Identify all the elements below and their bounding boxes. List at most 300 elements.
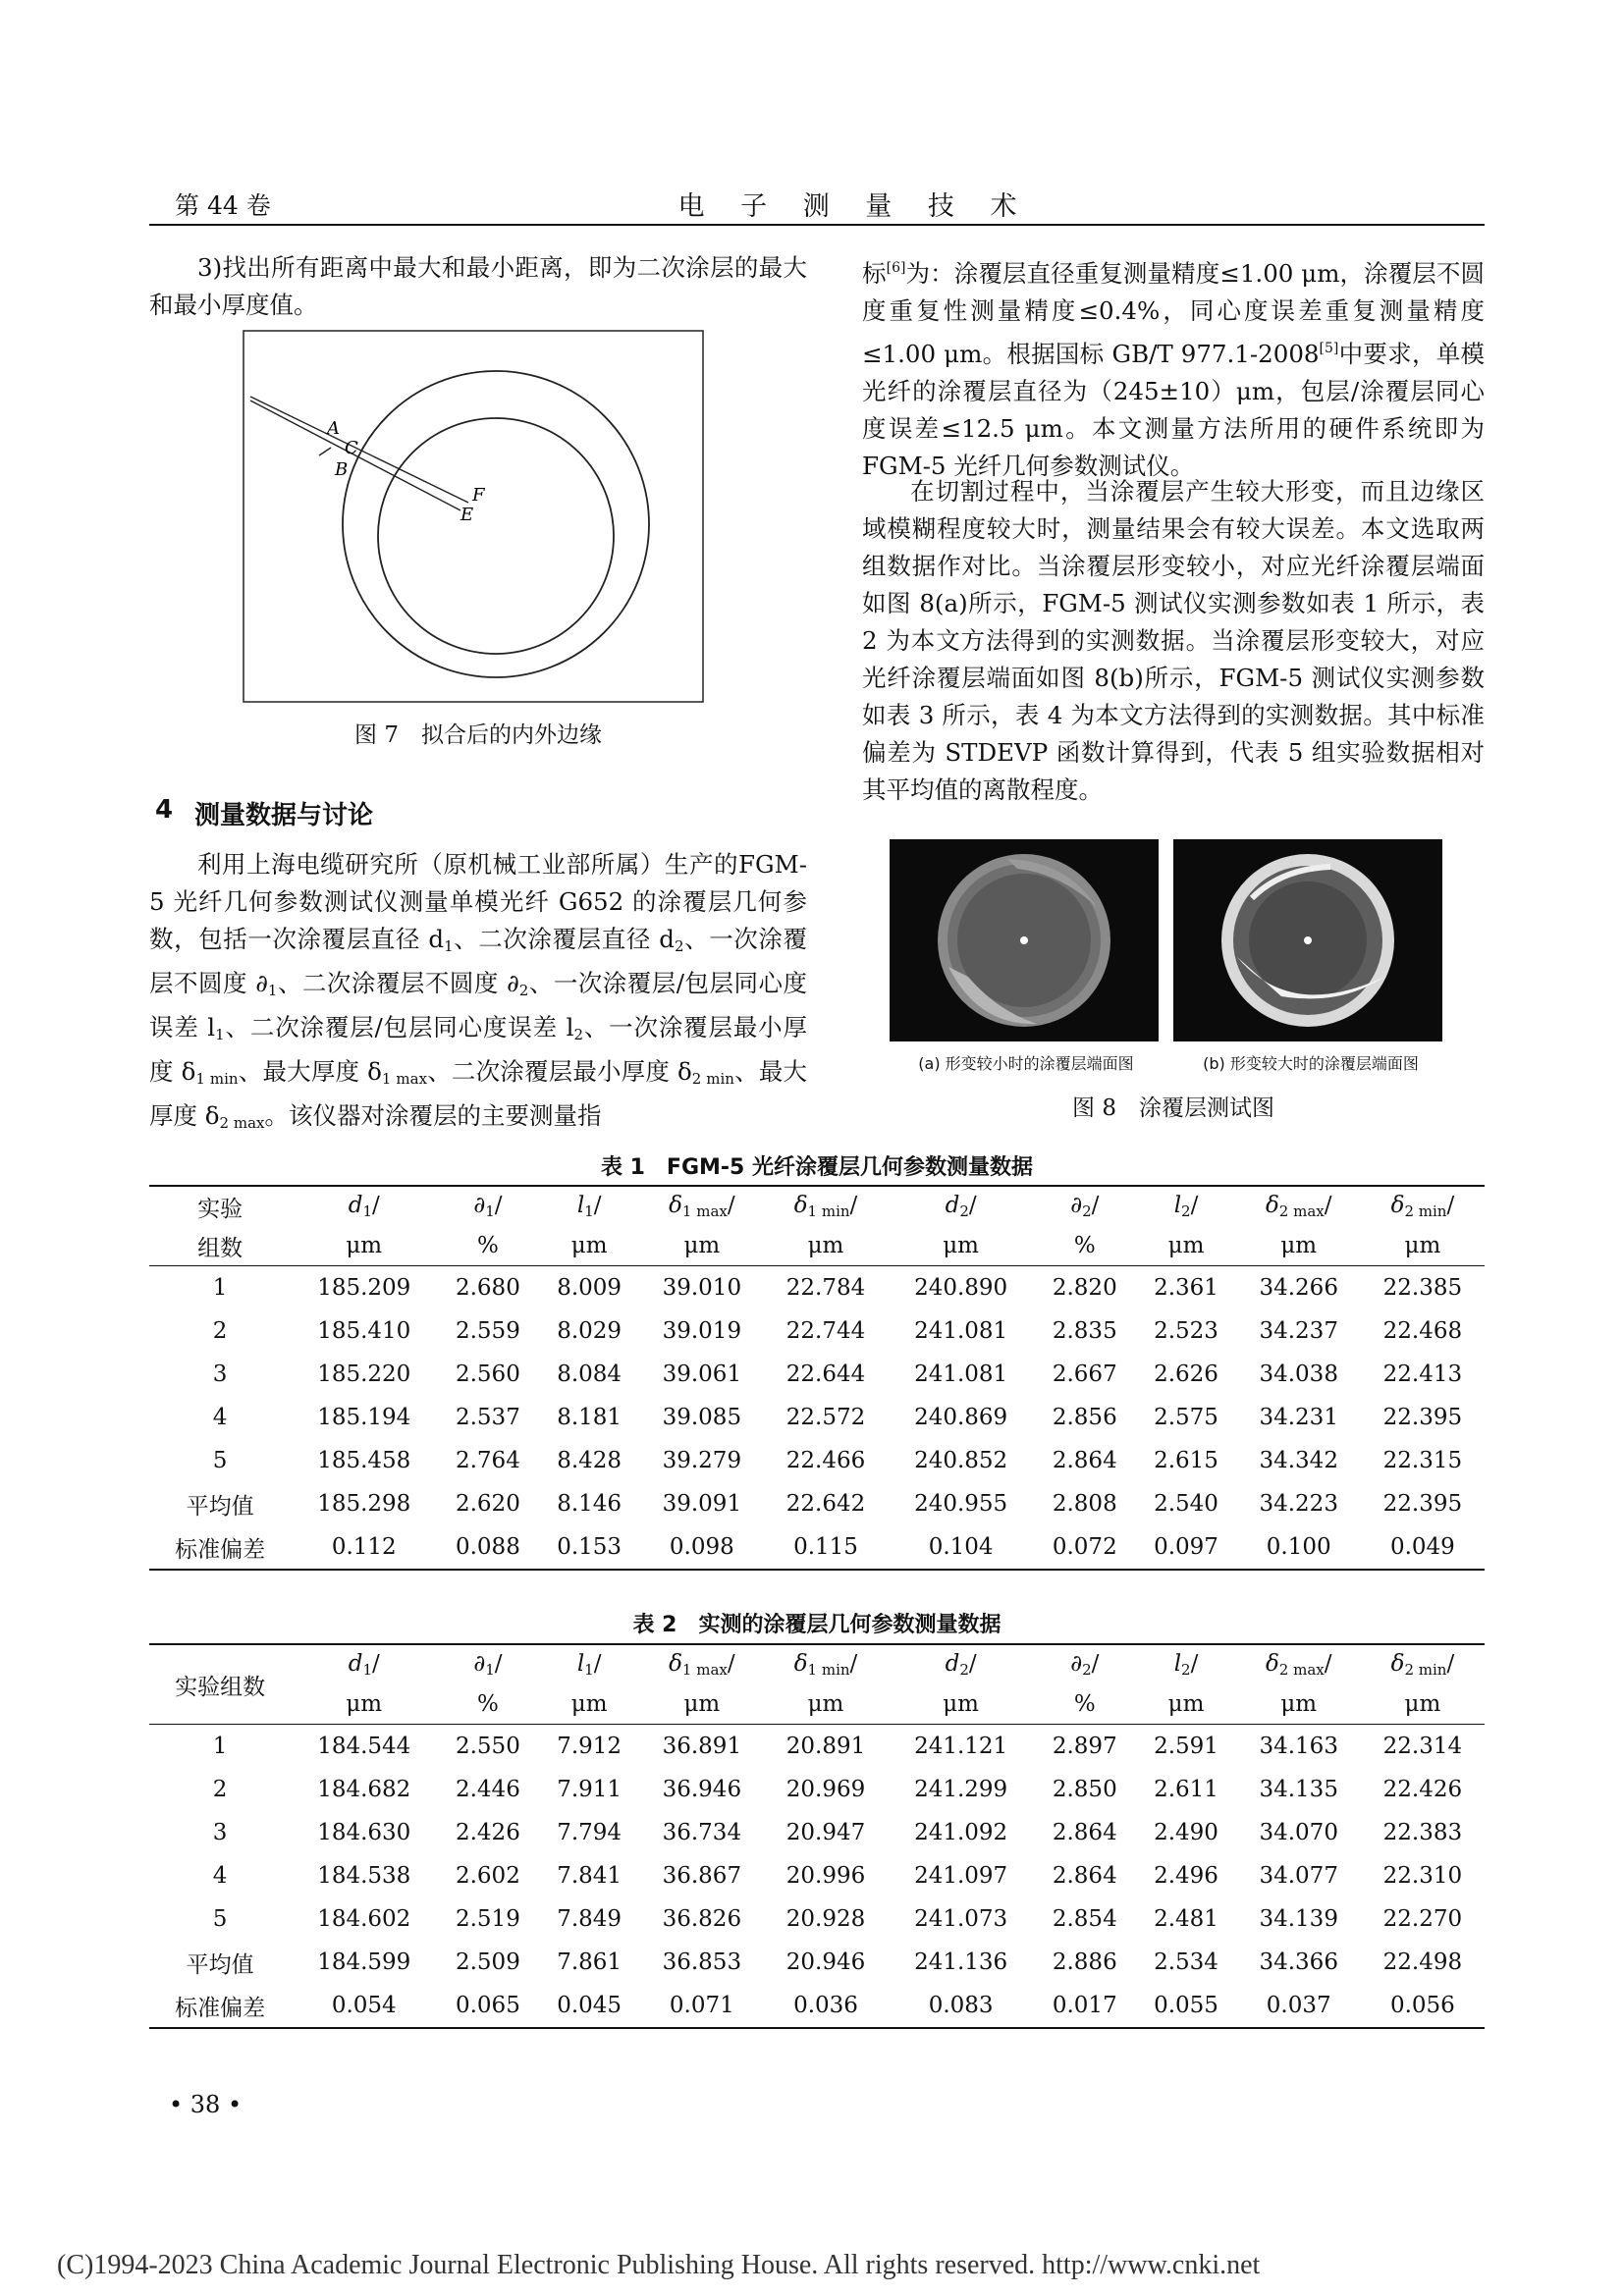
table-cell: 2.886	[1052, 1949, 1117, 1975]
table-cell: 241.136	[914, 1949, 1008, 1975]
table-cell: 2.560	[455, 1362, 520, 1387]
col-subscript: 1 min	[807, 1661, 850, 1679]
table-cell: 0.072	[1052, 1534, 1117, 1560]
col-symbol: l	[576, 1193, 585, 1218]
table-1-col-unit-5: μm	[807, 1233, 844, 1258]
col-slash: /	[1324, 1193, 1332, 1218]
table-cell: 240.890	[914, 1275, 1008, 1301]
table-cell: 22.644	[785, 1362, 866, 1387]
volume-label: 第 44 卷	[175, 191, 271, 220]
table-cell: 39.085	[662, 1405, 742, 1430]
table-cell: 0.088	[455, 1534, 520, 1560]
figure-8a-small-deformation	[890, 839, 1159, 1041]
row-label: 3	[212, 1820, 228, 1845]
figure-8b-caption: (b) 形变较大时的涂覆层端面图	[1203, 1054, 1419, 1073]
table-cell: 2.519	[455, 1906, 520, 1932]
table-cell: 2.540	[1154, 1491, 1218, 1517]
table-cell: 7.794	[557, 1820, 623, 1845]
table-cell: 34.038	[1259, 1362, 1338, 1387]
col-slash: /	[1190, 1193, 1199, 1218]
col-symbol: δ	[1390, 1651, 1405, 1677]
measurement-paragraph: 利用上海电缆研究所（原机械工业部所属）生产的FGM-5 光纤几何参数测试仪测量单模光纤 G652 的涂覆层几何参数，包括一次涂覆层直径 $d_1$、二次涂覆层直径 $d_2$、一次涂覆层不圆度 $\partial_1$、二次涂覆层不圆度 $\partial_2$、一次涂覆层/包层同心度误差 $l_1$、二次涂覆层/包层同心度误差 $l_2$、一次涂覆层最小厚度 $\delta_{1 min}$、最大厚度 $\delta_{1 max}$、二次涂覆层最小厚度 $\delta_{2 min}$、最大厚度 $\delta_{2 max}$。该仪器对涂覆层的主要测量指	[149, 850, 808, 1132]
journal-title: 电 子 测 量 技 术	[677, 191, 1031, 222]
table-2-col-header-10	[1361, 1644, 1485, 1684]
table-cell: 0.065	[455, 1993, 520, 2018]
table-cell: 240.869	[914, 1405, 1008, 1430]
table-cell: 184.682	[317, 1777, 411, 1802]
table-cell: 2.680	[455, 1275, 520, 1301]
table-row	[149, 1811, 1485, 1854]
table-1-col-unit-2: %	[476, 1233, 499, 1258]
col-subscript: 2	[959, 1661, 969, 1679]
table-cell: 34.070	[1259, 1820, 1338, 1845]
table-cell: 39.010	[662, 1275, 742, 1301]
col-symbol: d	[945, 1651, 960, 1677]
table-2-body	[149, 1725, 1485, 2029]
table-cell: 22.784	[785, 1275, 866, 1301]
table-1-col-header-3	[539, 1186, 640, 1226]
table-cell: 7.861	[557, 1949, 623, 1975]
table-1-col-unit-4: μm	[683, 1233, 721, 1258]
table-cell: 2.615	[1154, 1448, 1218, 1473]
table-2-col-header-1	[291, 1644, 437, 1684]
fig7-label-B: B	[335, 459, 349, 480]
table-cell: 8.009	[557, 1275, 623, 1301]
table-2-col-header-4	[640, 1644, 764, 1684]
table-cell: 0.104	[928, 1534, 994, 1560]
table-cell: 7.849	[557, 1906, 623, 1932]
table-cell: 0.097	[1154, 1534, 1218, 1560]
col-subscript: 1	[485, 1202, 495, 1220]
table-1-col-header-5	[764, 1186, 888, 1226]
col-slash: /	[372, 1651, 380, 1677]
figure-8a-caption: (a) 形变较小时的涂覆层端面图	[918, 1054, 1134, 1073]
col-symbol: l	[576, 1651, 585, 1677]
table-cell: 34.223	[1259, 1491, 1338, 1517]
table-cell: 36.853	[662, 1949, 742, 1975]
table-cell: 22.413	[1382, 1362, 1463, 1387]
table-cell: 0.083	[928, 1993, 994, 2018]
table-cell: 2.575	[1154, 1405, 1218, 1430]
row-label: 2	[212, 1318, 228, 1344]
col-slash: /	[1091, 1651, 1100, 1677]
table-cell: 241.121	[914, 1734, 1008, 1759]
table-cell: 2.620	[455, 1491, 520, 1517]
table-cell: 34.342	[1259, 1448, 1338, 1473]
table-cell: 2.559	[455, 1318, 520, 1344]
col-slash: /	[494, 1193, 503, 1218]
table-row	[149, 1266, 1485, 1310]
table-1-caption: 表 1 FGM-5 光纤涂覆层几何参数测量数据	[600, 1155, 1034, 1180]
col-symbol: δ	[669, 1193, 682, 1218]
table-1-col-unit-6: μm	[943, 1233, 979, 1258]
table-2-col-header-2	[437, 1644, 538, 1684]
table-cell: 20.928	[785, 1906, 866, 1932]
table-2-caption: 表 2 实测的涂覆层几何参数测量数据	[632, 1613, 1001, 1637]
table-2-header-row-units	[149, 1684, 1485, 1725]
table-2-header-row-symbols	[149, 1644, 1485, 1684]
table-cell: 22.395	[1382, 1405, 1463, 1430]
table-row	[149, 1482, 1485, 1525]
table-cell: 2.864	[1052, 1820, 1117, 1845]
table-cell: 184.630	[317, 1820, 411, 1845]
col-slash: /	[1190, 1651, 1199, 1677]
table-cell: 185.298	[317, 1491, 411, 1517]
table-cell: 8.181	[557, 1405, 623, 1430]
table-row	[149, 1309, 1485, 1353]
table-cell: 8.084	[557, 1362, 623, 1387]
col-subscript: 2 min	[1404, 1202, 1447, 1220]
col-symbol: d	[945, 1193, 960, 1218]
table-cell: 2.850	[1052, 1777, 1117, 1802]
table-cell: 34.366	[1259, 1949, 1338, 1975]
table-cell: 2.611	[1154, 1777, 1218, 1802]
row-label: 5	[212, 1448, 228, 1473]
table-2-col-unit-6: μm	[943, 1691, 979, 1717]
table-cell: 7.841	[557, 1863, 623, 1889]
col-subscript: 1 max	[681, 1661, 728, 1679]
table-cell: 2.481	[1154, 1906, 1218, 1932]
row-label: 标准偏差	[175, 1995, 266, 2021]
col-slash: /	[1091, 1193, 1100, 1218]
table-cell: 240.852	[914, 1448, 1008, 1473]
table-cell: 2.667	[1052, 1362, 1117, 1387]
col-symbol: d	[348, 1193, 363, 1218]
table-cell: 185.209	[317, 1275, 411, 1301]
col-slash: /	[593, 1193, 602, 1218]
row-label: 1	[212, 1275, 228, 1301]
table-cell: 184.544	[317, 1734, 411, 1759]
table-cell: 22.314	[1382, 1734, 1463, 1759]
col-slash: /	[1446, 1651, 1455, 1677]
table-cell: 34.135	[1259, 1777, 1338, 1802]
table-row	[149, 1396, 1485, 1439]
table-cell: 34.266	[1259, 1275, 1338, 1301]
table-cell: 22.468	[1382, 1318, 1463, 1344]
col-symbol: δ	[1390, 1193, 1405, 1218]
col-subscript: 2	[1082, 1661, 1092, 1679]
table-cell: 241.073	[914, 1906, 1008, 1932]
table-cell: 185.220	[317, 1362, 411, 1387]
col-slash: /	[372, 1193, 380, 1218]
table-cell: 22.270	[1382, 1906, 1463, 1932]
table-cell: 22.466	[785, 1448, 866, 1473]
table-1-col-header-2	[437, 1186, 538, 1226]
table-2-col-header-6	[888, 1644, 1034, 1684]
col-slash: /	[968, 1651, 977, 1677]
table-1-col-unit-7: %	[1073, 1233, 1096, 1258]
col-symbol: δ	[793, 1651, 808, 1677]
table-cell: 39.279	[662, 1448, 742, 1473]
col-subscript: 2	[1181, 1661, 1191, 1679]
col-subscript: 1	[485, 1661, 495, 1679]
table-cell: 0.054	[331, 1993, 397, 2018]
table-cell: 0.045	[557, 1993, 623, 2018]
row-label: 平均值	[186, 1493, 254, 1520]
table-cell: 2.764	[455, 1448, 520, 1473]
page-number: • 38 •	[169, 2091, 243, 2118]
table-cell: 22.498	[1382, 1949, 1463, 1975]
table-cell: 2.361	[1154, 1275, 1218, 1301]
col-symbol: l	[1173, 1651, 1182, 1677]
table-cell: 0.098	[669, 1534, 734, 1560]
table-cell: 241.097	[914, 1863, 1008, 1889]
col-symbol: ∂	[473, 1193, 486, 1218]
figure-7-fitted-edges	[243, 330, 704, 703]
figure-7-caption: 图 7 拟合后的内外边缘	[354, 722, 602, 748]
col-slash: /	[1324, 1651, 1332, 1677]
col-subscript: 1	[362, 1661, 373, 1679]
comparison-paragraph: 在切割过程中，当涂覆层产生较大形变，而且边缘区域模糊程度较大时，测量结果会有较大误差。本文选取两组数据作对比。当涂覆层形变较小，对应光纤涂覆层端面如图 8(a)所示，FGM-5 测试仪实测参数如表 1 所示，表 2 为本文方法得到的实测数据。当涂覆层形变较大，对应光纤涂覆层端面如图 8(b)所示，FGM-5 测试仪实测参数如表 3 所示，表 4 为本文方法得到的实测数据。其中标准偏差为 STDEVP 函数计算得到，代表 5 组实验数据相对其平均值的离散程度。	[862, 477, 1485, 804]
col-symbol: ∂	[1070, 1193, 1083, 1218]
table-2	[149, 1643, 1485, 2029]
table-cell: 22.426	[1382, 1777, 1463, 1802]
table-1-group-header-1: 实验	[197, 1196, 244, 1222]
table-2-col-header-3	[539, 1644, 640, 1684]
step3-text: 3)找出所有距离中最大和最小距离，即为二次涂层的最大和最小厚度值。	[149, 253, 807, 319]
table-1-col-header-1	[291, 1186, 437, 1226]
table-row	[149, 1897, 1485, 1941]
table-cell: 2.864	[1052, 1863, 1117, 1889]
table-1-col-header-4	[640, 1186, 764, 1226]
table-2-col-header-9	[1237, 1644, 1361, 1684]
col-symbol: ∂	[473, 1651, 486, 1677]
table-cell: 2.856	[1052, 1405, 1117, 1430]
table-cell: 7.912	[557, 1734, 623, 1759]
table-2-col-unit-3: μm	[570, 1691, 608, 1717]
table-cell: 2.426	[455, 1820, 520, 1845]
table-row	[149, 1984, 1485, 2028]
col-slash: /	[1446, 1193, 1455, 1218]
table-cell: 184.599	[317, 1949, 411, 1975]
col-subscript: 2 max	[1278, 1202, 1325, 1220]
table-cell: 22.310	[1382, 1863, 1463, 1889]
table-cell: 2.591	[1154, 1734, 1218, 1759]
table-cell: 34.231	[1259, 1405, 1338, 1430]
table-cell: 39.091	[662, 1491, 742, 1517]
table-cell: 2.864	[1052, 1448, 1117, 1473]
table-row	[149, 1353, 1485, 1396]
table-cell: 0.037	[1266, 1993, 1331, 2018]
table-cell: 0.049	[1389, 1534, 1455, 1560]
table-1-group-header-2: 组数	[197, 1235, 244, 1261]
table-cell: 241.081	[914, 1362, 1008, 1387]
table-cell: 22.642	[785, 1491, 866, 1517]
col-symbol: δ	[1265, 1651, 1279, 1677]
table-row	[149, 1439, 1485, 1482]
table-2-col-unit-10: μm	[1404, 1691, 1441, 1717]
table-2-col-unit-4: μm	[683, 1691, 721, 1717]
table-row	[149, 1725, 1485, 1769]
table-1-col-unit-10: μm	[1404, 1233, 1441, 1258]
row-label: 1	[212, 1734, 228, 1759]
table-cell: 8.029	[557, 1318, 623, 1344]
col-symbol: δ	[669, 1651, 682, 1677]
table-cell: 39.019	[662, 1318, 742, 1344]
table-cell: 0.100	[1266, 1534, 1331, 1560]
table-cell: 8.146	[557, 1491, 623, 1517]
row-label: 平均值	[186, 1951, 254, 1978]
table-cell: 20.947	[785, 1820, 866, 1845]
table-cell: 22.572	[785, 1405, 866, 1430]
table-1-header-row-units	[149, 1226, 1485, 1266]
table-cell: 34.163	[1259, 1734, 1338, 1759]
col-slash: /	[727, 1193, 735, 1218]
table-cell: 2.537	[455, 1405, 520, 1430]
col-subscript: 1	[584, 1661, 594, 1679]
col-subscript: 1	[362, 1202, 373, 1220]
col-subscript: 2	[1181, 1202, 1191, 1220]
table-cell: 34.237	[1259, 1318, 1338, 1344]
table-cell: 7.911	[557, 1777, 623, 1802]
col-symbol: δ	[1265, 1193, 1279, 1218]
col-slash: /	[849, 1651, 858, 1677]
table-2-col-header-7	[1034, 1644, 1135, 1684]
table-cell: 2.820	[1052, 1275, 1117, 1301]
table-cell: 36.946	[662, 1777, 742, 1802]
table-cell: 2.854	[1052, 1906, 1117, 1932]
table-1-col-unit-9: μm	[1280, 1233, 1318, 1258]
figure-8-caption: 图 8 涂覆层测试图	[1072, 1095, 1274, 1121]
table-1-col-unit-1: μm	[346, 1233, 383, 1258]
table-2-col-unit-8: μm	[1167, 1691, 1205, 1717]
table-cell: 2.523	[1154, 1318, 1218, 1344]
table-cell: 0.036	[793, 1993, 858, 2018]
table-2-col-unit-7: %	[1073, 1691, 1096, 1717]
fig7-label-A: A	[327, 418, 340, 439]
col-symbol: l	[1173, 1193, 1182, 1218]
row-label: 4	[212, 1863, 228, 1889]
table-cell: 2.490	[1154, 1820, 1218, 1845]
table-cell: 22.744	[785, 1318, 866, 1344]
col-subscript: 1	[584, 1202, 594, 1220]
table-cell: 2.534	[1154, 1949, 1218, 1975]
col-symbol: ∂	[1070, 1651, 1083, 1677]
table-cell: 36.734	[662, 1820, 742, 1845]
fig7-label-E: E	[460, 505, 474, 525]
section-title: 测量数据与讨论	[194, 801, 374, 830]
table-cell: 0.017	[1052, 1993, 1117, 2018]
table-row	[149, 1854, 1485, 1897]
table-cell: 0.115	[793, 1534, 858, 1560]
table-cell: 241.081	[914, 1318, 1008, 1344]
table-cell: 2.626	[1154, 1362, 1218, 1387]
col-slash: /	[849, 1193, 858, 1218]
table-2-col-unit-9: μm	[1280, 1691, 1318, 1717]
figure-8b-large-deformation	[1173, 839, 1442, 1041]
table-cell: 36.867	[662, 1863, 742, 1889]
table-cell: 184.538	[317, 1863, 411, 1889]
table-1-header-row-symbols	[149, 1186, 1485, 1226]
col-symbol: d	[348, 1651, 363, 1677]
table-1-col-unit-3: μm	[570, 1233, 608, 1258]
table-1-col-header-7	[1034, 1186, 1135, 1226]
table-cell: 0.112	[331, 1534, 397, 1560]
table-cell: 240.955	[914, 1491, 1008, 1517]
section-number: 4	[155, 795, 174, 825]
fig7-label-F: F	[472, 485, 485, 506]
table-1-col-header-9	[1237, 1186, 1361, 1226]
fig7-label-C: C	[345, 438, 358, 458]
table-cell: 22.383	[1382, 1820, 1463, 1845]
table-1-col-header-8	[1135, 1186, 1236, 1226]
table-2-col-unit-5: μm	[807, 1691, 844, 1717]
table-cell: 0.056	[1389, 1993, 1455, 2018]
row-label: 3	[212, 1362, 228, 1387]
table-cell: 20.946	[785, 1949, 866, 1975]
col-subscript: 2 max	[1278, 1661, 1325, 1679]
table-cell: 20.891	[785, 1734, 866, 1759]
col-slash: /	[494, 1651, 503, 1677]
table-cell: 22.395	[1382, 1491, 1463, 1517]
table-1-col-header-6	[888, 1186, 1034, 1226]
table-1	[149, 1185, 1485, 1571]
table-cell: 184.602	[317, 1906, 411, 1932]
table-cell: 185.410	[317, 1318, 411, 1344]
table-cell: 2.446	[455, 1777, 520, 1802]
col-subscript: 1 min	[807, 1202, 850, 1220]
col-slash: /	[727, 1651, 735, 1677]
col-symbol: δ	[793, 1193, 808, 1218]
table-row	[149, 1525, 1485, 1570]
table-cell: 2.550	[455, 1734, 520, 1759]
table-row	[149, 1941, 1485, 1984]
table-cell: 241.092	[914, 1820, 1008, 1845]
row-label: 2	[212, 1777, 228, 1802]
table-cell: 241.299	[914, 1777, 1008, 1802]
table-cell: 2.835	[1052, 1318, 1117, 1344]
row-label: 4	[212, 1405, 228, 1430]
table-cell: 2.897	[1052, 1734, 1117, 1759]
table-cell: 185.458	[317, 1448, 411, 1473]
header-rule	[149, 224, 1485, 226]
col-subscript: 2 min	[1404, 1661, 1447, 1679]
table-cell: 36.891	[662, 1734, 742, 1759]
table-row	[149, 1768, 1485, 1811]
table-cell: 22.385	[1382, 1275, 1463, 1301]
table-cell: 39.061	[662, 1362, 742, 1387]
table-cell: 0.153	[557, 1534, 623, 1560]
table-cell: 36.826	[662, 1906, 742, 1932]
table-cell: 0.071	[669, 1993, 734, 2018]
col-subscript: 2	[959, 1202, 969, 1220]
table-2-col-header-5	[764, 1644, 888, 1684]
spec-paragraph: 标[6]为：涂覆层直径重复测量精度≤1.00 μm，涂覆层不圆度重复性测量精度≤0.4%，同心度误差重复测量精度≤1.00 μm。根据国标 GB/T 977.1-2008[5]中要求，单模光纤的涂覆层直径为（245±10）μm，包层/涂覆层同心度误差≤12.5 μm。本文测量方法所用的硬件系统即为 FGM-5 光纤几何参数测试仪。	[862, 259, 1486, 480]
table-1-col-header-10	[1361, 1186, 1485, 1226]
table-2-col-header-8	[1135, 1644, 1236, 1684]
col-subscript: 1 max	[681, 1202, 728, 1220]
table-cell: 2.808	[1052, 1491, 1117, 1517]
table-cell: 185.194	[317, 1405, 411, 1430]
table-cell: 20.996	[785, 1863, 866, 1889]
table-2-col-unit-2: %	[476, 1691, 499, 1717]
table-2-col-unit-1: μm	[346, 1691, 383, 1717]
table-cell: 20.969	[785, 1777, 866, 1802]
col-slash: /	[968, 1193, 977, 1218]
table-cell: 22.315	[1382, 1448, 1463, 1473]
table-cell: 2.509	[455, 1949, 520, 1975]
col-subscript: 2	[1082, 1202, 1092, 1220]
row-label: 标准偏差	[175, 1536, 266, 1563]
row-label: 5	[212, 1906, 228, 1932]
table-cell: 34.077	[1259, 1863, 1338, 1889]
table-cell: 0.055	[1154, 1993, 1218, 2018]
table-1-body	[149, 1266, 1485, 1571]
table-cell: 34.139	[1259, 1906, 1338, 1932]
table-cell: 8.428	[557, 1448, 623, 1473]
col-slash: /	[593, 1651, 602, 1677]
table-cell: 2.496	[1154, 1863, 1218, 1889]
